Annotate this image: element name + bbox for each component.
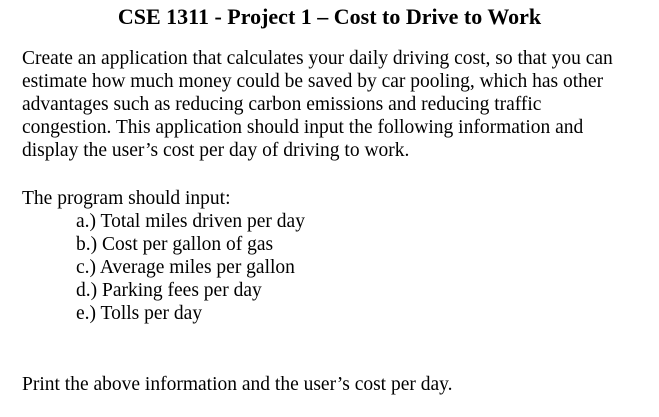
intro-line-3: advantages such as reducing carbon emissions and reducing traffic (22, 94, 542, 115)
intro-line-1: Create an application that calculates your daily driving cost, so that you can (22, 48, 613, 69)
input-item-c: c.) Average miles per gallon (76, 257, 295, 278)
intro-line-5: display the user’s cost per day of driving to work. (22, 140, 410, 161)
intro-line-4: congestion. This application should input the following information and (22, 117, 584, 138)
document-title: CSE 1311 - Project 1 – Cost to Drive to Work (117, 4, 542, 29)
inputs-heading: The program should input: (22, 188, 231, 209)
input-item-a: a.) Total miles driven per day (76, 211, 305, 232)
intro-line-2: estimate how much money could be saved by car pooling, which has other (22, 71, 604, 92)
input-item-b: b.) Cost per gallon of gas (76, 234, 274, 255)
input-item-e: e.) Tolls per day (76, 303, 203, 324)
input-item-d: d.) Parking fees per day (76, 280, 262, 301)
closing-instruction: Print the above information and the user’s cost per day. (22, 374, 453, 395)
